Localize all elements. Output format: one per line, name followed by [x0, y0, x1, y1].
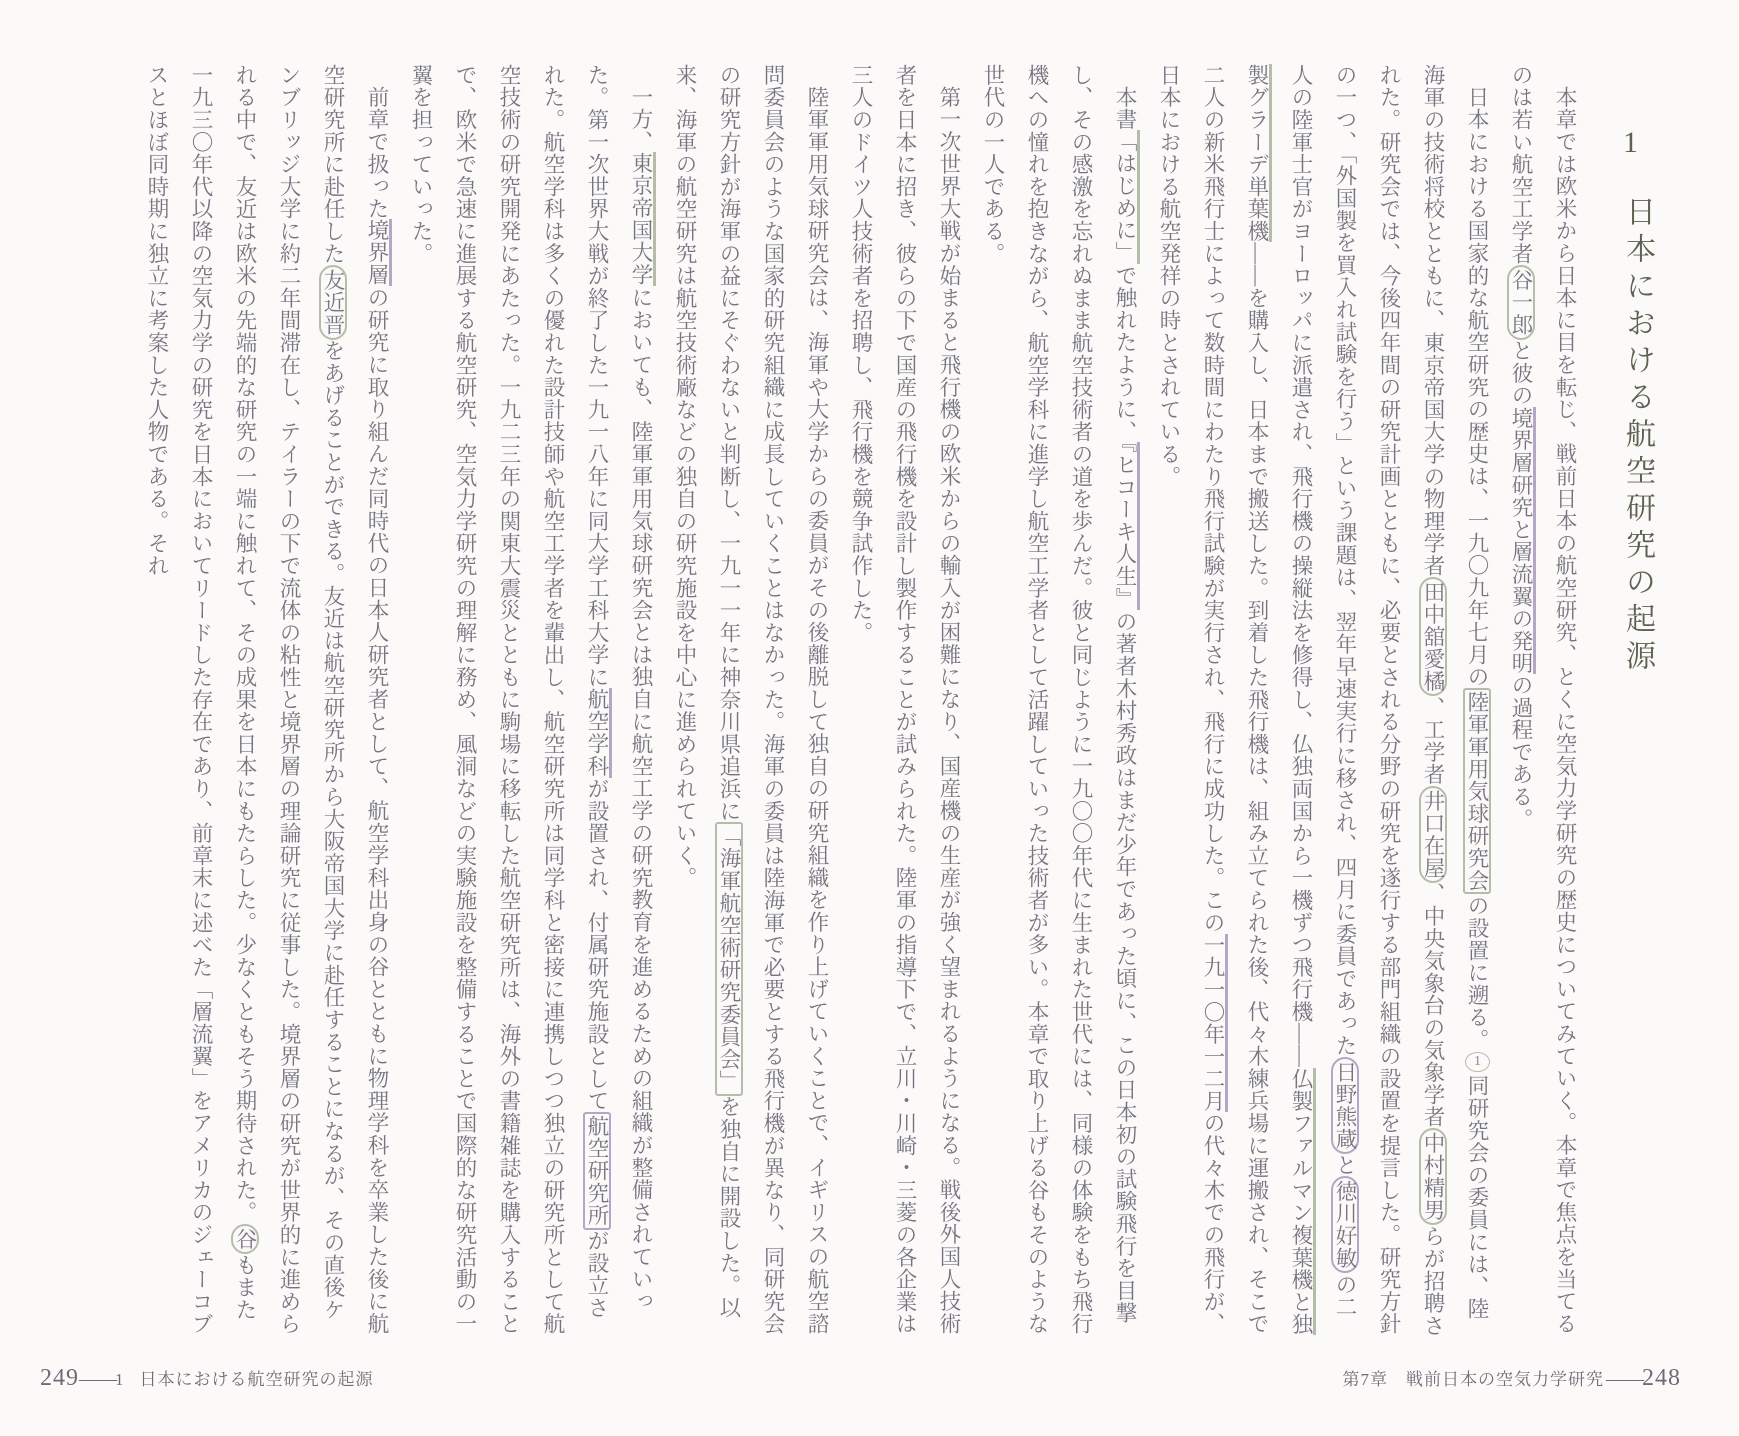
pencil-sideline-mark: 「はじめに」 — [1113, 130, 1140, 264]
pencil-sideline-mark: 境界層 — [365, 219, 392, 286]
footer-left-dash: —— — [79, 1368, 115, 1390]
paragraph — [399, 64, 663, 1338]
text-segment: 日本における国家的な航空研究の歴史は、一九〇九年七月の — [1465, 85, 1489, 688]
text-segment: の二人の陸軍士官がヨーロッパに派遣され、飛行機の操縦法を修得し、仏独両国から一機ずつ飛行機—— — [1289, 64, 1357, 1319]
text-segment: と — [1333, 1153, 1357, 1177]
pencil-circle-mark: 谷 — [231, 1224, 259, 1254]
footer-section-number: 1 — [115, 1370, 124, 1389]
text-segment: が設立された。航空学科は多くの優れた設計技師や航空工学者を輩出し、航空研究所は同学科と密接に連携しつつ独立の研究所として航空技術の研究開発にあたった。一九二三年の関東大震災とともに駒場に移転した航空研究所は、海外の書籍雑誌を購入することで、欧米で急速に進展する航空研究、空気力学研究の理解に務め、風洞などの実験施設を整備することで国際的な研究活動の一翼を担っていった。 — [409, 64, 609, 1336]
text-segment: の過程である。 — [1509, 674, 1533, 831]
note-marker: 1 — [1465, 1052, 1490, 1072]
page-number-left: 249 — [40, 1365, 79, 1391]
footer-chapter-label: 第7章 戦前日本の空気力学研究 — [1342, 1370, 1604, 1389]
text-segment: 本書 — [1113, 85, 1137, 131]
paragraph — [839, 64, 971, 1338]
text-segment: 同研究会の委員には、陸海軍の技術将校とともに、東京帝国大学の物理学者 — [1421, 64, 1489, 1320]
page-number-right: 248 — [1642, 1365, 1681, 1391]
text-segment: ——を購入し、日本まで搬送した。到着した飛行機は、組み立てられた後、代々木練兵場に運搬され、そこで二人の新米飛行士によって数時間にわたり飛行試験が実行され、飛行に成功した。この — [1201, 64, 1269, 1336]
text-segment: で触れたように、 — [1113, 263, 1137, 443]
text-segment: 陸軍軍用気球研究会は、海軍や大学からの委員がその後離脱して独自の研究組織を作り上げていくことで、イギリスの航空諮問委員会のような国家的研究組織に成長していくことはなかった。海軍の委員は陸海軍で必要とする飛行機が異なり、同研究会の研究方針が海軍の益にそぐわないと判断し、一九一一年に神奈川県追浜に — [717, 64, 829, 1336]
text-segment: の代々木での飛行が、日本における航空発祥の時とされている。 — [1157, 64, 1225, 1336]
text-segment: らが招聘された。研究会では、今後四年間の研究計画とともに、必要とされる分野の研究を遂行する部門組織の設置を提言した。研究方針の一つ、「外国製を買入れ試験を行う」という課題は、翌年早速実行に移され、四月に委員であった — [1333, 64, 1445, 1337]
section-title: 日本における航空研究の起源 — [1621, 196, 1654, 677]
pencil-circle-mark: 日野熊蔵 — [1331, 1057, 1359, 1154]
pencil-sideline-mark: 東京帝国大学 — [629, 152, 656, 286]
text-segment: が設置され、付属研究施設として — [585, 777, 609, 1113]
text-segment: と彼の — [1509, 339, 1533, 407]
pencil-sideline-mark: 航空学科 — [585, 688, 612, 777]
text-segment: の設置に遡る。 — [1465, 894, 1489, 1051]
paragraph — [1147, 64, 1499, 1338]
paragraph — [663, 64, 839, 1338]
text-segment: を独自に開設した。以来、海軍の航空研究は航空技術廠などの独自の研究施設を中心に進められていく。 — [673, 64, 741, 1319]
section-number: 1 — [1614, 126, 1647, 161]
text-segment: 第一次世界大戦が始まると飛行機の欧米からの輸入が困難になり、国産機の生産が強く望まれるようになる。戦後外国人技術者を日本に招き、彼らの下で国産の飛行機を設計し製作することが試みられた。陸軍の指導下で、立川・川崎・三菱の各企業は三人のドイツ人技術者を招聘し、飛行機を競争試作した。 — [849, 64, 961, 1336]
text-segment: 一方、 — [629, 85, 653, 153]
paragraph — [1499, 64, 1587, 1338]
text-segment: の著者木村秀政はまだ少年であった頃に、この日本初の試験飛行を目撃し、その感激を忘れぬまま航空技術者の道を歩んだ。彼と同じように一九〇〇年代に生まれた世代には、同様の体験をもち飛行機への憧れを抱きながら、航空学科に進学し航空工学者として活躍していった技術者が多い。本章で取り上げる谷もそのような世代の一人である。 — [981, 64, 1137, 1336]
pencil-box-mark: 「海軍航空術研究委員会」 — [715, 822, 743, 1096]
pencil-circle-mark: 徳川好敏 — [1331, 1176, 1359, 1273]
footer-right — [1343, 1365, 1682, 1392]
pencil-box-mark: 航空研究所 — [583, 1112, 611, 1230]
pencil-circle-mark: 友近晋 — [319, 265, 347, 340]
pencil-circle-mark: 井口在屋 — [1419, 786, 1447, 883]
pencil-circle-mark: 中村精男 — [1419, 1128, 1447, 1225]
body-text — [135, 64, 1587, 1338]
text-segment: 、中央気象台の気象学者 — [1421, 882, 1445, 1129]
footer-left — [40, 1365, 374, 1392]
text-segment: 本章では欧米から日本に目を転じ、戦前日本の航空研究、とくに空気力学研究の歴史についてみていく。本章で焦点を当てるのは若い航空工学者 — [1509, 64, 1577, 1335]
footer-right-dash: —— — [1606, 1368, 1642, 1390]
text-segment: の研究に取り組んだ同時代の日本人研究者として、航空学科出身の谷とともに物理学科を卒業した後に航空研究所に赴任した — [321, 64, 389, 1335]
pencil-sideline-mark: 仏製ファルマン複葉機と独製グラーデ単葉機 — [1245, 64, 1316, 1335]
text-segment: をあげることができる。友近は航空研究所から大阪帝国大学に赴任することになるが、その直後ケンブリッジ大学に約二年間滞在し、テイラーの下で流体の粘性と境界層の理論研究に従事した。境界層の研究が世界的に進められる中で、友近は欧米の先端的な研究の一端に触れて、その成果を日本にもたらした。少なくともそう期待された。 — [233, 64, 345, 1336]
text-segment: 、工学者 — [1421, 696, 1445, 786]
pencil-sideline-mark: 一九一〇年一二月 — [1201, 934, 1228, 1112]
pencil-sideline-mark: 『ヒコーキ人生』 — [1113, 442, 1140, 610]
pencil-box-mark: 陸軍軍用気球研究会 — [1463, 688, 1491, 895]
pencil-sideline-mark: 境界層研究と層流翼の発明 — [1509, 407, 1536, 675]
footer-section-title: 日本における航空研究の起源 — [139, 1370, 374, 1389]
paragraph — [135, 64, 399, 1338]
pencil-circle-mark: 谷一郎 — [1507, 265, 1535, 340]
pencil-circle-mark: 田中舘愛橘 — [1419, 577, 1447, 697]
paragraph — [971, 64, 1147, 1338]
text-segment: 前章で扱った — [365, 85, 389, 220]
text-segment: においても、陸軍軍用気球研究会とは独自に航空工学の研究教育を進めるための組織が整備されていった。第一次世界大戦が終了した一九一八年に同大学工科大学に — [585, 64, 653, 1313]
text-segment: もまた一九三〇年代以降の空気力学の研究を日本においてリードした存在であり、前章末に述べた「層流翼」をアメリカのジェーコブスとほぼ同時期に独立に考案した人物である。それ — [145, 64, 257, 1336]
